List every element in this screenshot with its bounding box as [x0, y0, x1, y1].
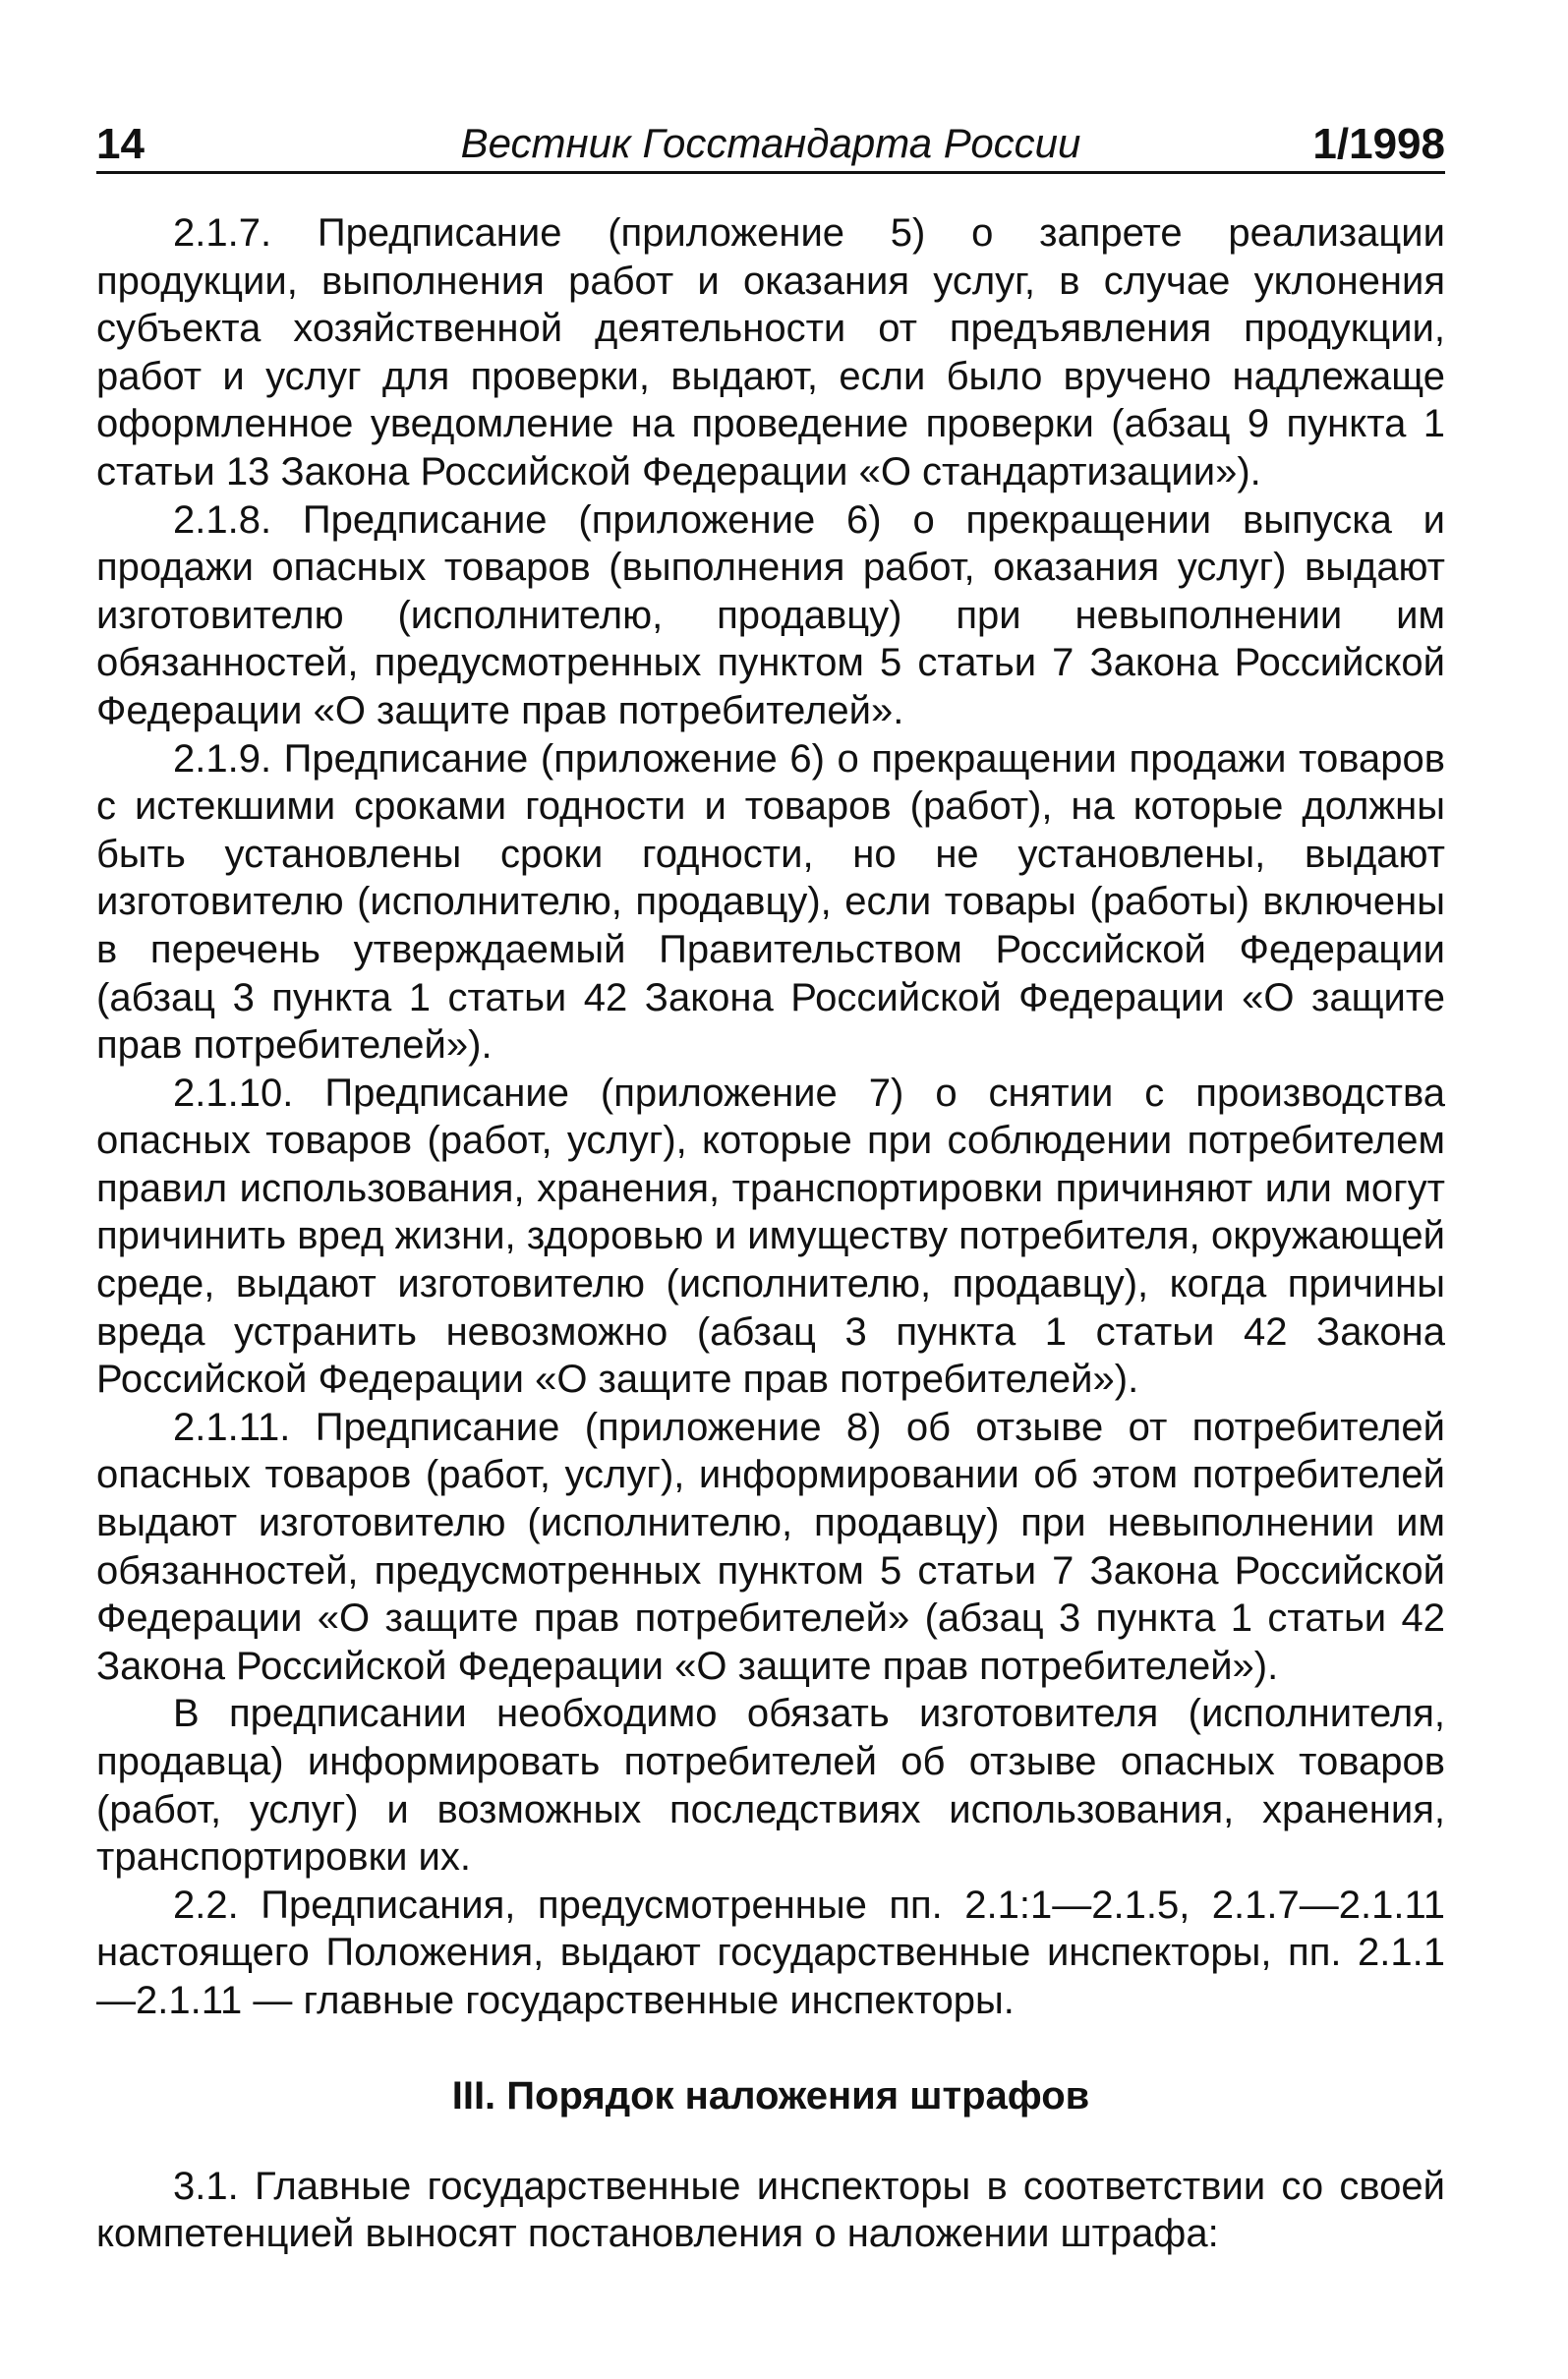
page-number: 14: [96, 120, 145, 168]
issue-number: 1/1998: [1312, 120, 1445, 168]
paragraph-2-1-7: 2.1.7. Предписание (приложение 5) о запрете реализации продукции, выполнения работ и оказания услуг, в случае уклонения субъекта хозяйственной деятельности от предъявления продукции, работ и услуг для проверки, выдают, если было вручено надлежаще оформленное уведомление на проведение проверки (абзац 9 пункта 1 статьи 13 Закона Российской Федерации «О стандартизации»).: [96, 211, 1445, 493]
paragraph-2-1-10: 2.1.10. Предписание (приложение 7) о снятии с производства опасных товаров (работ, услуг), которые при соблюдении потребителем правил использования, хранения, транспортировки причиняют или могут причинить вред жизни, здоровью и имуществу потребителя, окружающей среде, выдают изготовителю (исполнителю, продавцу), когда причины вреда устранить невозможно (абзац 3 пункта 1 статьи 42 Закона Российской Федерации «О защите прав потребителей»).: [96, 1071, 1445, 1402]
section-heading: III. Порядок наложения штрафов: [451, 2073, 1090, 2118]
paragraph-2-2: 2.2. Предписания, предусмотренные пп. 2.1:1—2.1.5, 2.1.7—2.1.11 настоящего Положения, выдают государственные инспекторы, пп. 2.1.1—2.1.11 — главные государственные инспекторы.: [96, 1883, 1445, 2022]
document-page: [96, 116, 1445, 2258]
journal-title: Вестник Госстандарта России: [460, 120, 1081, 166]
paragraph-2-1-8: 2.1.8. Предписание (приложение 6) о прекращении выпуска и продажи опасных товаров (выполнения работ, оказания услуг) выдают изготовителю (исполнителю, продавцу) при невыполнении им обязанностей, предусмотренных пунктом 5 статьи 7 Закона Российской Федерации «О защите прав потребителей».: [96, 497, 1445, 732]
paragraph-2-1-9: 2.1.9. Предписание (приложение 6) о прекращении продажи товаров с истекшими сроками годности и товаров (работ), на которые должны быть установлены сроки годности, но не установлены, выдают изготовителю (исполнителю, продавцу), если товары (работы) включены в перечень утверждаемый Правительством Российской Федерации (абзац 3 пункта 1 статьи 42 Закона Российской Федерации «О защите прав потребителей»).: [96, 736, 1445, 1068]
paragraph-2-1-11: 2.1.11. Предписание (приложение 8) об отзыве от потребителей опасных товаров (работ, услуг), информировании об этом потребителей выдают изготовителю (исполнителю, продавцу) при невыполнении им обязанностей, предусмотренных пунктом 5 статьи 7 Закона Российской Федерации «О защите прав потребителей» (абзац 3 пункта 1 статьи 42 Закона Российской Федерации «О защите прав потребителей»).: [96, 1405, 1445, 1688]
article-body: [96, 209, 1445, 2258]
paragraph-3-1: 3.1. Главные государственные инспекторы в соответствии со своей компетенцией выносят постановления о наложении штрафа:: [96, 2164, 1445, 2256]
paragraph-recall-obligation: В предписании необходимо обязать изготовителя (исполнителя, продавца) информировать потребителей об отзыве опасных товаров (работ, услуг) и возможных последствиях использования, хранения, транспортировки их.: [96, 1692, 1445, 1880]
running-header: [96, 116, 1445, 174]
